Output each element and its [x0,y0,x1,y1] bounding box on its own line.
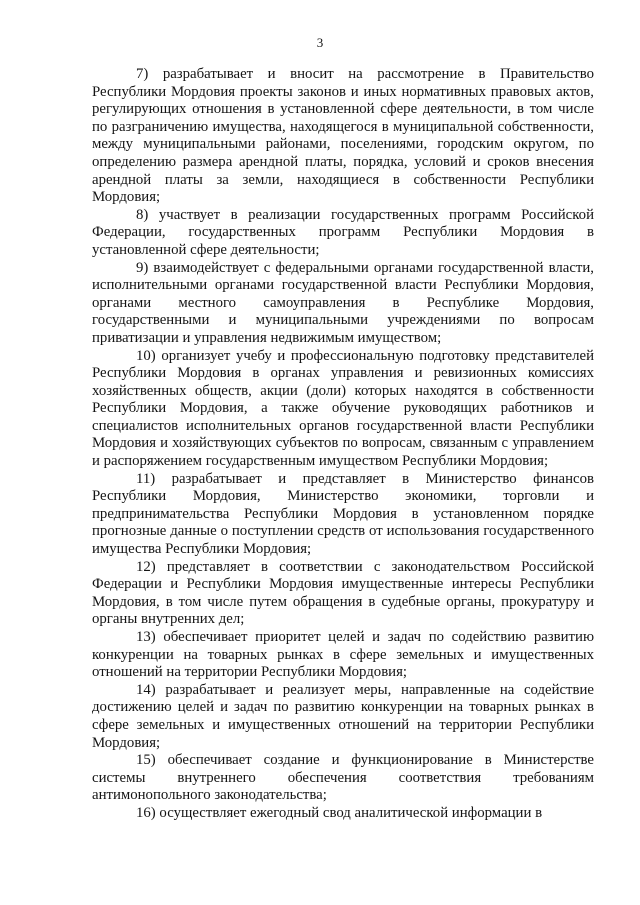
paragraph-item-14: 14) разрабатывает и реализует меры, направленные на содействие достижению целей и задач по развитию конкуренции на товарных рынках в сфере земельных и имущественных отношений на территории Республики Мордовия; [92,681,594,751]
paragraph-item-12: 12) представляет в соответствии с законодательством Российской Федерации и Республики Мордовия имущественные интересы Республики Мордовия, в том числе путем обращения в судебные органы, прокуратуру и органы внутренних дел; [92,558,594,628]
paragraph-item-15: 15) обеспечивает создание и функционирование в Министерстве системы внутреннего обеспечения соответствия требованиям антимонопольного законодательства; [92,752,594,804]
document-body [92,66,594,823]
paragraph-item-16: 16) осуществляет ежегодный свод аналитической информации в [136,804,543,821]
paragraph-item-10: 10) организует учебу и профессиональную подготовку представителей Республики Мордовия в органах управления и ревизионных комиссиях хозяйственных обществ, акции (доли) которых находятся в собственности Республики Мордовия, а также обучение руководящих работников и специалистов исполнительных органов государственной власти Республики Мордовия и хозяйствующих субъектов по вопросам, связанным с управлением и распоряжением государственным имуществом Республики Мордовия; [92,347,594,470]
paragraph-item-11: 11) разрабатывает и представляет в Министерство финансов Республики Мордовия, Министерство экономики, торговли и предпринимательства Республики Мордовия в установленном порядке прогнозные данные о поступлении средств от использования государственного имущества Республики Мордовия; [92,470,594,558]
paragraph-item-13: 13) обеспечивает приоритет целей и задач по содействию развитию конкуренции на товарных рынках в сфере земельных и имущественных отношений на территории Республики Мордовия; [92,629,594,681]
paragraph-item-7: 7) разрабатывает и вносит на рассмотрение в Правительство Республики Мордовия проекты законов и иных нормативных правовых актов, регулирующих отношения в установленной сфере деятельности, в том числе по разграничению имущества, находящегося в муниципальной собственности, между муниципальными районами, поселениями, городским округом, по определению размера арендной платы, порядка, условий и сроков внесения арендной платы за земли, находящиеся в собственности Республики Мордовия; [92,66,594,206]
paragraph-item-9: 9) взаимодействует с федеральными органами государственной власти, исполнительными органами государственной власти Республики Мордовия, органами местного самоуправления в Республике Мордовия, государственными и муниципальными учреждениями по вопросам приватизации и управления недвижимым имуществом; [92,259,594,346]
page-number: 3 [316,35,324,50]
paragraph-item-8: 8) участвует в реализации государственных программ Российской Федерации, государственных программ Республики Мордовия в установленной сфере деятельности; [92,206,594,258]
